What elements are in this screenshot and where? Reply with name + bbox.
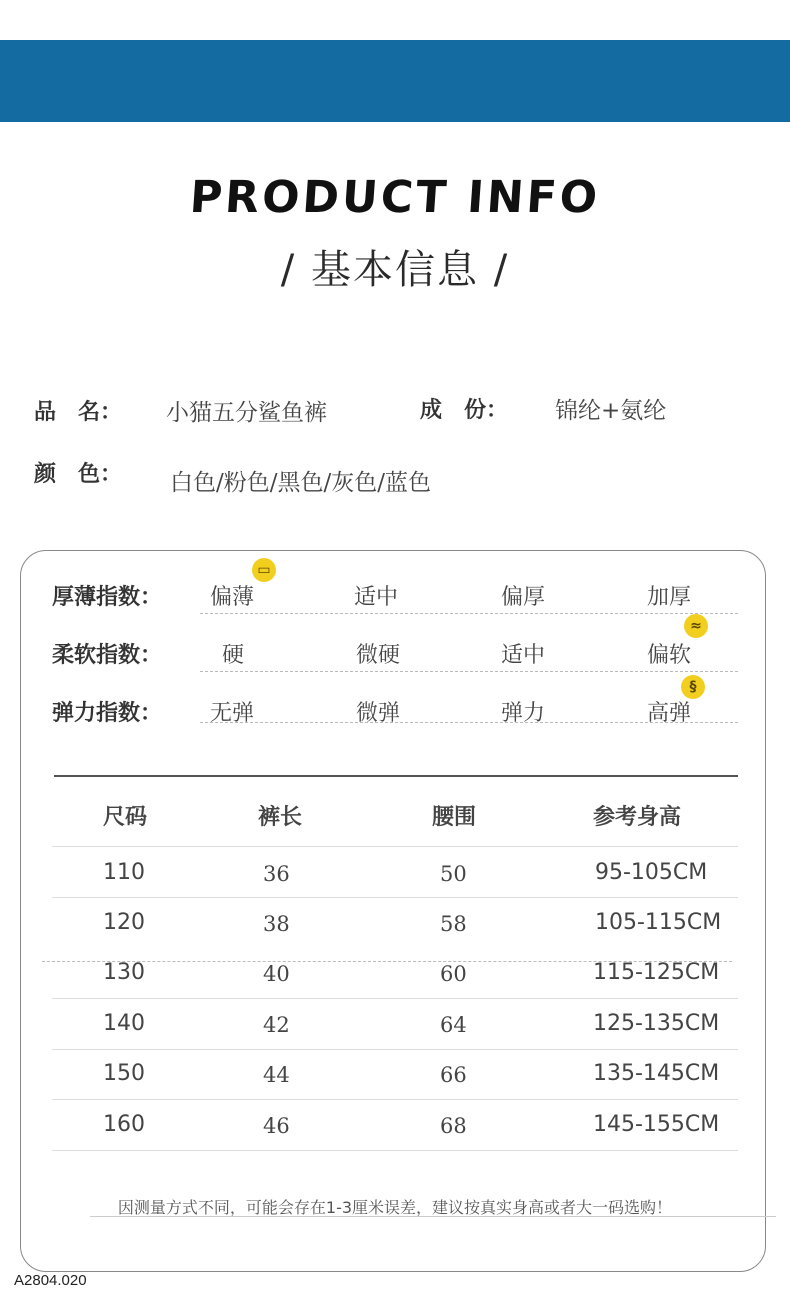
size-cell: 120 — [103, 910, 145, 935]
page-title: PRODUCT INFO — [188, 172, 602, 223]
top-banner — [0, 40, 790, 122]
page-subtitle: / 基本信息 / — [280, 247, 510, 293]
size-cell: 160 — [103, 1112, 145, 1137]
height-cell: 115-125CM — [593, 960, 720, 985]
index-option: 弹力 — [501, 701, 546, 726]
height-cell: 95-105CM — [595, 860, 708, 885]
waist-cell: 66 — [440, 1063, 467, 1087]
waist-cell: 60 — [440, 962, 467, 986]
table-rule — [52, 846, 738, 847]
index-option: 偏厚 — [501, 585, 546, 610]
waist-cell: 68 — [440, 1114, 467, 1138]
sku-code: A2804.020 — [14, 1272, 87, 1289]
index-label: 弹力指数： — [52, 701, 163, 726]
composition-label: 成 份： — [420, 398, 509, 423]
length-cell: 44 — [263, 1063, 290, 1087]
index-option: 无弹 — [210, 701, 255, 726]
table-top-rule — [54, 775, 738, 777]
ruler-icon: ▭ — [252, 558, 276, 582]
waist-cell: 50 — [440, 862, 467, 886]
table-rule — [52, 897, 738, 898]
length-cell: 42 — [263, 1013, 290, 1037]
height-cell: 135-145CM — [593, 1061, 720, 1086]
measurement-note: 因测量方式不同，可能会存在1-3厘米误差，建议按真实身高或者大一码选购！ — [117, 1198, 673, 1217]
index-option: 偏薄 — [210, 585, 255, 610]
note-rule — [90, 1216, 776, 1217]
index-label: 柔软指数： — [52, 643, 163, 668]
length-cell: 46 — [263, 1114, 290, 1138]
spring-icon: § — [681, 675, 705, 699]
table-header-waist: 腰围 — [432, 805, 477, 830]
wave-icon: ≈ — [684, 614, 708, 638]
index-option: 适中 — [354, 585, 399, 610]
length-cell: 38 — [263, 912, 290, 936]
height-cell: 105-115CM — [595, 910, 722, 935]
index-option: 偏软 — [647, 643, 692, 668]
table-header-height: 参考身高 — [593, 805, 682, 830]
index-label: 厚薄指数： — [52, 585, 163, 610]
divider — [200, 613, 738, 614]
length-cell: 36 — [263, 862, 290, 886]
index-option: 硬 — [222, 643, 245, 668]
size-cell: 150 — [103, 1061, 145, 1086]
waist-cell: 64 — [440, 1013, 467, 1037]
index-option: 高弹 — [647, 701, 692, 726]
color-label: 颜 色： — [34, 462, 123, 487]
length-cell: 40 — [263, 962, 290, 986]
table-header-size: 尺码 — [103, 805, 148, 830]
size-cell: 110 — [103, 860, 145, 885]
height-cell: 145-155CM — [593, 1112, 720, 1137]
waist-cell: 58 — [440, 912, 467, 936]
table-rule — [52, 998, 738, 999]
index-option: 加厚 — [647, 585, 692, 610]
product-name-value: 小猫五分鲨鱼裤 — [166, 400, 327, 426]
index-option: 微硬 — [356, 643, 401, 668]
size-cell: 130 — [103, 960, 145, 985]
divider — [200, 671, 738, 672]
composition-value: 锦纶+氨纶 — [555, 398, 667, 424]
color-value: 白色/粉色/黑色/灰色/蓝色 — [170, 470, 431, 496]
product-name-label: 品 名： — [34, 400, 123, 425]
table-header-length: 裤长 — [258, 805, 303, 830]
table-rule — [52, 1099, 738, 1100]
divider — [200, 722, 738, 723]
height-cell: 125-135CM — [593, 1011, 720, 1036]
index-option: 微弹 — [356, 701, 401, 726]
index-option: 适中 — [501, 643, 546, 668]
table-rule — [52, 1150, 738, 1151]
table-rule — [52, 1049, 738, 1050]
size-cell: 140 — [103, 1011, 145, 1036]
